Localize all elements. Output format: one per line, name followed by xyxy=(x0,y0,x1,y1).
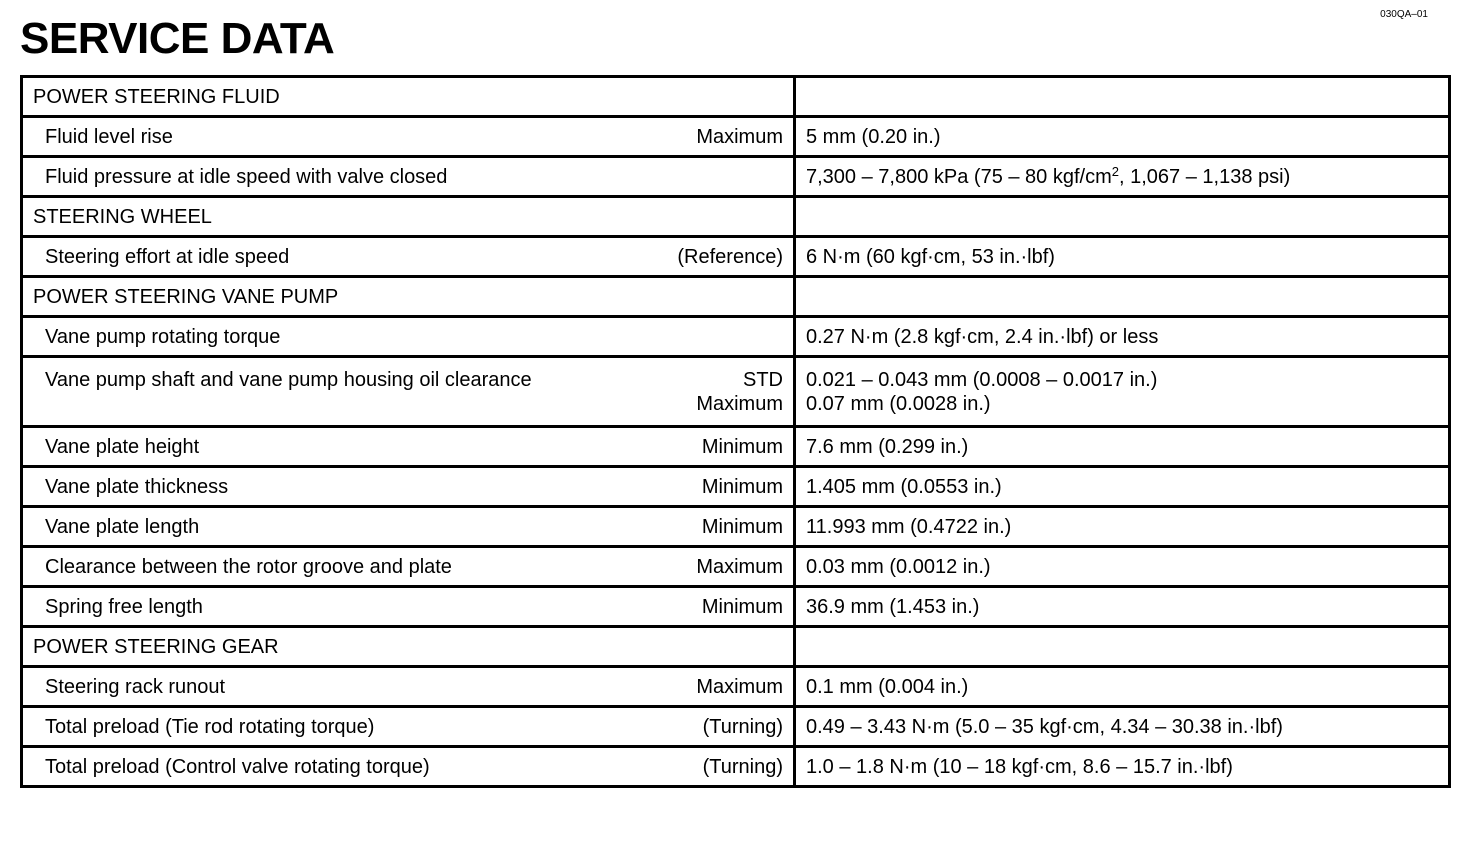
spec-condition: Minimum xyxy=(701,595,783,618)
spec-label: Spring free length xyxy=(45,595,203,618)
table-row xyxy=(22,667,1450,707)
spec-value-part: 7,300 – 7,800 kPa (75 – 80 kgf/cm xyxy=(806,165,1112,188)
spec-value xyxy=(806,163,1291,188)
spec-label: Vane plate height xyxy=(45,435,200,458)
value-cell xyxy=(795,237,1450,277)
table-row xyxy=(22,507,1450,547)
spec-value: 1.405 mm (0.0553 in.) xyxy=(806,475,1002,498)
spec-cell xyxy=(22,197,795,237)
service-data-table xyxy=(20,75,1451,788)
spec-condition: Maximum xyxy=(696,555,783,578)
spec-condition: Maximum xyxy=(696,675,783,698)
spec-value: 0.021 – 0.043 mm (0.0008 – 0.0017 in.) xyxy=(806,368,1158,391)
value-cell xyxy=(795,157,1450,197)
section-row xyxy=(22,77,1450,117)
spec-condition: (Turning) xyxy=(702,755,783,778)
spec-cell xyxy=(22,507,795,547)
section-title: POWER STEERING FLUID xyxy=(33,85,280,108)
table-row xyxy=(22,237,1450,277)
value-cell xyxy=(795,587,1450,627)
value-cell xyxy=(795,547,1450,587)
table-row xyxy=(22,747,1450,787)
table-row xyxy=(22,707,1450,747)
section-title: STEERING WHEEL xyxy=(33,205,212,228)
spec-label: Vane plate thickness xyxy=(45,475,229,498)
value-cell xyxy=(795,427,1450,467)
value-cell xyxy=(795,277,1450,317)
page-title: SERVICE DATA xyxy=(20,14,335,63)
table-row xyxy=(22,117,1450,157)
spec-value: 0.03 mm (0.0012 in.) xyxy=(806,555,991,578)
spec-cell xyxy=(22,707,795,747)
spec-cell xyxy=(22,547,795,587)
spec-value: 0.1 mm (0.004 in.) xyxy=(806,675,969,698)
spec-value: 6 N·m (60 kgf·cm, 53 in.·lbf) xyxy=(806,245,1055,268)
document-code: 030QA–01 xyxy=(1380,9,1428,20)
spec-condition: Minimum xyxy=(701,475,783,498)
spec-value: 0.07 mm (0.0028 in.) xyxy=(806,392,991,415)
spec-label: Total preload (Tie rod rotating torque) xyxy=(45,715,375,738)
value-cell xyxy=(795,357,1450,427)
spec-condition: Minimum xyxy=(701,435,783,458)
spec-label: Steering effort at idle speed xyxy=(45,245,290,268)
spec-label: Vane plate length xyxy=(45,515,200,538)
spec-cell xyxy=(22,467,795,507)
spec-cell xyxy=(22,357,795,427)
spec-value: 7.6 mm (0.299 in.) xyxy=(806,435,969,458)
table-row xyxy=(22,587,1450,627)
spec-cell xyxy=(22,157,795,197)
section-title: POWER STEERING GEAR xyxy=(33,635,279,658)
value-cell xyxy=(795,747,1450,787)
spec-label: Clearance between the rotor groove and plate xyxy=(45,555,452,578)
spec-cell xyxy=(22,237,795,277)
superscript: 2 xyxy=(1111,163,1119,179)
spec-value-part: , 1,067 – 1,138 psi) xyxy=(1119,165,1291,188)
spec-label: Fluid level rise xyxy=(45,125,173,148)
spec-cell xyxy=(22,77,795,117)
spec-cell xyxy=(22,427,795,467)
spec-condition: (Turning) xyxy=(702,715,783,738)
value-cell xyxy=(795,667,1450,707)
spec-label: Total preload (Control valve rotating torque) xyxy=(45,755,430,778)
table-row xyxy=(22,357,1450,427)
section-row xyxy=(22,627,1450,667)
spec-value: 1.0 – 1.8 N·m (10 – 18 kgf·cm, 8.6 – 15.7 in.·lbf) xyxy=(806,755,1233,778)
value-cell xyxy=(795,467,1450,507)
spec-cell xyxy=(22,627,795,667)
table-row xyxy=(22,427,1450,467)
spec-cell xyxy=(22,317,795,357)
spec-condition: Maximum xyxy=(696,125,783,148)
table-row xyxy=(22,317,1450,357)
section-row xyxy=(22,277,1450,317)
spec-cell xyxy=(22,747,795,787)
spec-label: Vane pump rotating torque xyxy=(45,325,281,348)
spec-cell xyxy=(22,117,795,157)
spec-value: 5 mm (0.20 in.) xyxy=(806,125,941,148)
value-cell xyxy=(795,707,1450,747)
spec-label: Steering rack runout xyxy=(45,675,226,698)
spec-value: 0.27 N·m (2.8 kgf·cm, 2.4 in.·lbf) or less xyxy=(806,325,1159,348)
value-cell xyxy=(795,197,1450,237)
section-title: POWER STEERING VANE PUMP xyxy=(33,285,339,308)
spec-cell xyxy=(22,277,795,317)
spec-label: Fluid pressure at idle speed with valve closed xyxy=(45,165,448,188)
value-cell xyxy=(795,507,1450,547)
value-cell xyxy=(795,77,1450,117)
value-cell xyxy=(795,117,1450,157)
spec-condition: Minimum xyxy=(701,515,783,538)
spec-cell xyxy=(22,667,795,707)
spec-condition: Maximum xyxy=(696,392,783,415)
table-row xyxy=(22,467,1450,507)
spec-value: 11.993 mm (0.4722 in.) xyxy=(806,515,1012,538)
table-row xyxy=(22,547,1450,587)
value-cell xyxy=(795,627,1450,667)
value-cell xyxy=(795,317,1450,357)
spec-condition: STD xyxy=(743,368,783,391)
spec-label: Vane pump shaft and vane pump housing oil clearance xyxy=(45,368,532,391)
spec-value: 36.9 mm (1.453 in.) xyxy=(806,595,980,618)
spec-cell xyxy=(22,587,795,627)
spec-condition: (Reference) xyxy=(677,245,783,268)
spec-value: 0.49 – 3.43 N·m (5.0 – 35 kgf·cm, 4.34 – 30.38 in.·lbf) xyxy=(806,715,1283,738)
table-row xyxy=(22,157,1450,197)
section-row xyxy=(22,197,1450,237)
